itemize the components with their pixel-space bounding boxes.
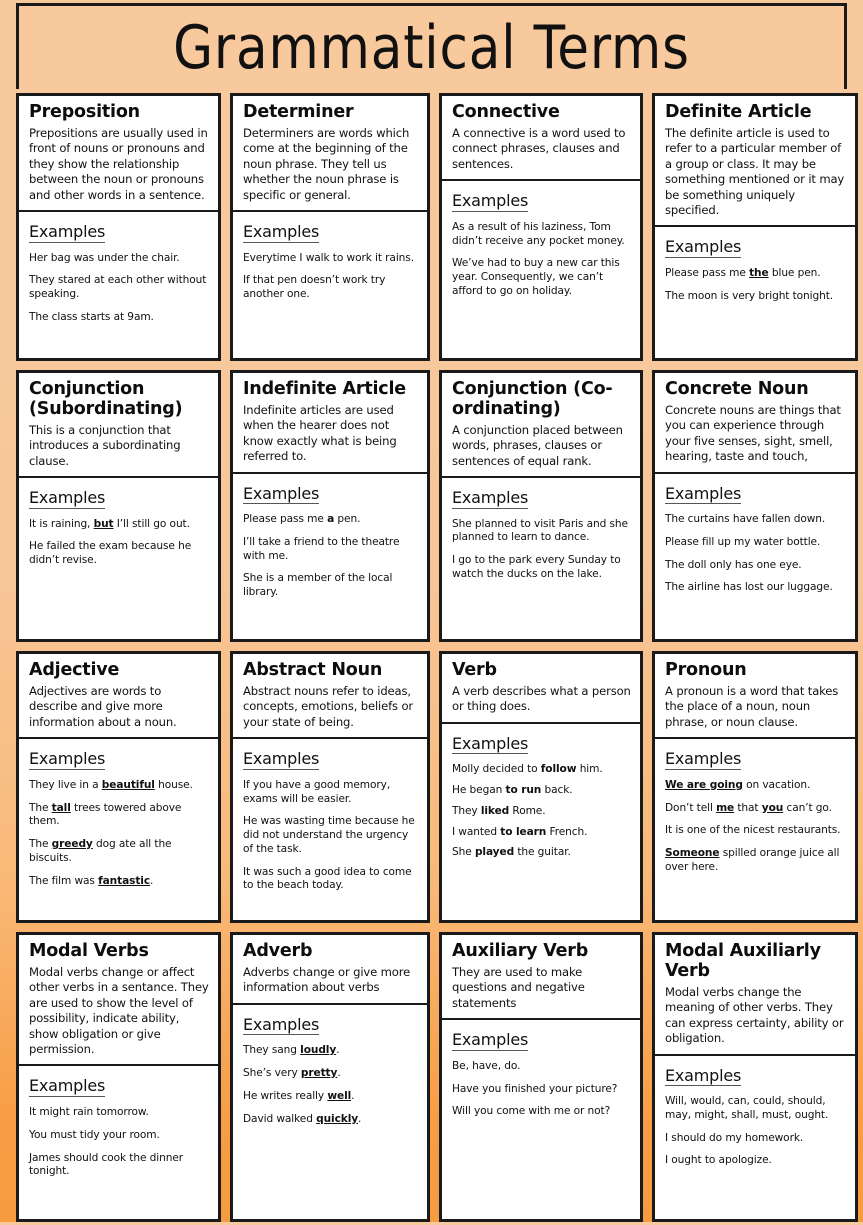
examples-heading: Examples [452,488,529,508]
highlighted-word: follow [540,763,577,776]
example-text: Molly decided to [452,763,541,776]
term-card-header [442,96,640,181]
example-text: . [150,874,154,887]
example-sentence [665,1154,846,1168]
example-text: . [358,1112,362,1125]
term-examples-section [19,739,218,920]
term-card-adjective [16,651,221,923]
example-sentence [665,824,846,838]
example-sentence [452,784,631,798]
example-sentence [665,290,846,304]
example-sentence [452,257,631,298]
example-text: They [452,804,481,817]
example-text: that [734,801,762,814]
highlighted-word: a [327,513,335,526]
term-description: The definite article is used to refer to a particular member of a group or class. It may be something mentioned or it may be something uniquely specified. [665,125,845,217]
highlighted-word: to run [505,784,542,797]
example-text: We’ve had to buy a new car this year. Consequently, we can’t afford to go on holiday. [452,257,620,297]
example-text: I wanted [452,825,501,838]
example-text: back. [541,784,573,797]
term-title: Auxiliary Verb [452,941,589,961]
example-text: It was such a good idea to come to the beach today. [243,865,412,892]
term-description: A connective is a word used to connect phrases, clauses and sentences. [452,125,626,171]
term-examples-section [19,478,218,639]
term-title: Modal Auxiliarly Verb [665,941,821,981]
example-text: They live in a [29,778,102,791]
example-text: He began [452,784,506,797]
examples-heading: Examples [29,749,106,769]
example-text: The moon is very bright tonight. [665,289,834,302]
highlighted-word: to learn [500,825,547,838]
highlighted-word: Someone [665,847,720,860]
example-text: You must tidy your room. [29,1128,160,1141]
example-sentence [29,875,209,889]
term-card-connective [439,93,643,361]
example-sentence [29,518,209,532]
highlighted-word: fantastic [98,874,151,887]
term-title: Indefinite Article [243,379,406,399]
example-text: pen. [334,513,361,526]
example-text: I’ll take a friend to the theatre with me. [243,535,400,562]
example-text: on vacation. [742,778,811,791]
example-sentence [452,221,631,249]
term-examples-section [442,1020,640,1219]
term-title: Abstract Noun [243,660,383,680]
example-text: Her bag was under the chair. [29,251,180,264]
term-title: Adjective [29,660,120,680]
highlighted-word: tall [51,801,71,814]
highlighted-word: greedy [51,838,93,851]
example-sentence [243,252,418,266]
example-text: Will you come with me or not? [452,1105,611,1118]
example-text: The airline has lost our luggage. [665,581,833,594]
term-card-modal-verbs [16,932,221,1222]
term-description: They are used to make questions and negative statements [452,964,585,1010]
example-text: trees towered above them. [29,801,182,828]
example-text: She is a member of the local library. [243,572,393,599]
term-description: Adjectives are words to describe and give more information about a noun. [29,683,177,729]
example-text: Don’t tell [665,801,717,814]
example-text: As a result of his laziness, Tom didn’t receive any pocket money. [452,220,625,247]
term-description: A verb describes what a person or thing does. [452,683,631,714]
example-text: David walked [243,1112,317,1125]
example-sentence [452,826,631,840]
examples-heading: Examples [29,221,106,241]
term-examples-section [442,478,640,639]
examples-heading: Examples [452,733,529,753]
term-card-header [19,654,218,739]
example-text: I go to the park every Sunday to watch the ducks on the lake. [452,554,621,580]
term-description: A pronoun is a word that takes the place of a noun, noun phrase, or noun clause. [665,683,839,729]
term-title: Connective [452,102,560,122]
term-title: Determiner [243,102,354,122]
example-text: They stared at each other without speaking. [29,274,207,301]
example-text: Have you finished your picture? [452,1082,618,1095]
example-sentence [243,815,418,856]
example-sentence [452,1105,631,1119]
example-text: The [29,838,52,851]
grammatical-terms-poster [0,3,863,1225]
highlighted-word: you [761,801,784,814]
example-text: the guitar. [514,846,571,859]
term-card-header [655,654,855,739]
term-card-conjunction-co-ordinating [439,370,643,642]
term-card-pronoun [652,651,858,923]
term-examples-section [233,739,427,920]
term-title: Verb [452,660,497,680]
example-sentence [243,1113,418,1127]
term-card-adverb [230,932,430,1222]
highlighted-word: liked [480,804,510,817]
highlighted-word: loudly [300,1044,337,1057]
example-text: spilled orange juice all over here. [665,847,840,873]
example-text: . [351,1089,355,1102]
example-sentence [29,540,209,568]
example-text: The curtains have fallen down. [665,513,826,526]
example-text: Please pass me [665,266,750,279]
term-examples-section [442,724,640,920]
examples-heading: Examples [243,221,320,241]
example-text: The [29,801,52,814]
example-text: Rome. [509,804,546,817]
term-description: Indefinite articles are used when the hearer does not know exactly what is being referred to. [243,402,397,464]
term-card-header [442,935,640,1020]
example-text: James should cook the dinner tonight. [29,1151,184,1178]
term-card-modal-auxiliarly-verb [652,932,858,1222]
term-card-conjunction-subordinating [16,370,221,642]
example-text: He writes really [243,1089,328,1102]
example-text: I’ll still go out. [113,517,190,530]
example-sentence [452,1083,631,1097]
example-text: Please fill up my water bottle. [665,535,821,548]
term-description: Determiners are words which come at the beginning of the noun phrase. They tell us whether the noun phrase is specific or general. [243,125,410,202]
example-sentence [243,274,418,302]
example-text: He failed the exam because he didn’t revise. [29,540,192,567]
highlighted-word: me [716,801,735,814]
term-examples-section [233,212,427,358]
term-examples-section [233,474,427,639]
term-card-concrete-noun [652,370,858,642]
example-text: The class starts at 9am. [29,310,154,323]
term-card-definite-article [652,93,858,361]
example-sentence [29,1129,209,1143]
term-description: Modal verbs change the meaning of other verbs. They can express certainty, ability or obligation. [665,984,844,1046]
term-title: Adverb [243,941,313,961]
term-card-header [442,373,640,478]
example-sentence [452,763,631,777]
poster-title-bar [16,3,847,89]
example-text: The doll only has one eye. [665,558,802,571]
term-description: A conjunction placed between words, phrases, clauses or sentences of equal rank. [452,422,623,468]
term-examples-section [655,474,855,639]
term-card-verb [439,651,643,923]
examples-heading: Examples [29,488,106,508]
examples-heading: Examples [665,483,742,503]
example-sentence [29,252,209,266]
example-text: Please pass me [243,513,328,526]
term-title: Definite Article [665,102,812,122]
example-sentence [665,802,846,816]
example-sentence [243,1090,418,1104]
example-sentence [665,513,846,527]
example-text: I ought to apologize. [665,1154,772,1167]
example-sentence [665,1132,846,1146]
term-description: Adverbs change or give more information about verbs [243,964,411,995]
example-text: dog ate all the biscuits. [29,838,172,864]
examples-heading: Examples [452,1030,529,1050]
example-text: Will, would, can, could, should, may, might, shall, must, ought. [665,1095,829,1121]
term-card-grid [16,93,847,1222]
examples-heading: Examples [243,749,320,769]
example-sentence [243,513,418,527]
term-examples-section [655,227,855,358]
highlighted-word: played [474,846,515,859]
term-examples-section [19,212,218,358]
example-text: It is one of the nicest restaurants. [665,824,841,837]
example-sentence [452,805,631,819]
example-sentence [243,536,418,564]
example-sentence [665,536,846,550]
highlighted-word: quickly [316,1112,359,1125]
examples-heading: Examples [29,1076,106,1096]
example-text: . [336,1044,340,1057]
term-card-header [233,96,427,212]
example-text: The film was [29,874,99,887]
examples-heading: Examples [243,483,320,503]
term-card-header [19,373,218,478]
example-sentence [29,838,209,866]
example-sentence [29,311,209,325]
example-sentence [29,1152,209,1180]
term-card-header [19,935,218,1066]
term-examples-section [442,181,640,358]
term-description: Prepositions are usually used in front of nouns or pronouns and they show the relationship between the noun or pronouns and other words in a sentence. [29,125,208,202]
term-description: Concrete nouns are things that you can experience through your five senses, sight, smell, hearing, taste and touch, [665,402,841,464]
example-text: He was wasting time because he did not understand the urgency of the task. [243,815,415,855]
example-sentence [243,1044,418,1058]
term-examples-section [233,1005,427,1219]
example-text: She [452,846,475,859]
term-examples-section [655,1056,855,1220]
term-description: This is a conjunction that introduces a subordinating clause. [29,422,181,468]
example-sentence [665,779,846,793]
examples-heading: Examples [243,1014,320,1034]
example-text: It is raining, [29,517,94,530]
example-sentence [665,1095,846,1123]
highlighted-word: pretty [300,1067,338,1080]
example-text: French. [546,825,588,838]
example-sentence [452,518,631,546]
example-sentence [243,866,418,894]
example-sentence [29,802,209,830]
example-sentence [29,1106,209,1120]
term-title: Concrete Noun [665,379,809,399]
example-text: house. [154,778,193,791]
term-card-header [19,96,218,212]
example-sentence [452,554,631,582]
example-sentence [243,779,418,807]
example-text: If you have a good memory, exams will be easier. [243,778,391,805]
term-description: Modal verbs change or affect other verbs in a sentance. They are used to show the level of possibility, indicate ability, show obligation or give permission. [29,964,209,1056]
example-text: They sang [243,1044,301,1057]
term-card-abstract-noun [230,651,430,923]
example-text: can’t go. [783,801,832,814]
example-sentence [665,847,846,875]
term-card-header [442,654,640,724]
example-text: If that pen doesn’t work try another one. [243,274,386,301]
term-card-header [233,935,427,1005]
highlighted-word: We are going [665,778,743,791]
highlighted-word: the [749,266,769,279]
term-card-indefinite-article [230,370,430,642]
example-sentence [243,572,418,600]
term-examples-section [655,739,855,920]
example-sentence [665,581,846,595]
example-text: Be, have, do. [452,1059,521,1072]
term-card-header [655,935,855,1056]
examples-heading: Examples [665,1065,742,1085]
term-card-header [233,654,427,739]
example-text: She planned to visit Paris and she planned to learn to dance. [452,517,628,544]
example-text: Everytime I walk to work it rains. [243,251,414,264]
example-sentence [29,274,209,302]
example-sentence [665,267,846,281]
example-sentence [452,846,631,860]
example-text: . [337,1067,341,1080]
term-title: Conjunction (Co-ordinating) [452,379,613,419]
term-title: Conjunction (Subordinating) [29,379,183,419]
highlighted-word: beautiful [101,778,155,791]
examples-heading: Examples [452,191,529,211]
term-card-header [655,96,855,227]
term-card-header [233,373,427,474]
term-card-determiner [230,93,430,361]
page-title: Grammatical Terms [173,12,690,83]
highlighted-word: but [93,517,114,530]
term-examples-section [19,1066,218,1219]
example-text: I should do my homework. [665,1131,804,1144]
examples-heading: Examples [665,237,742,257]
term-title: Pronoun [665,660,747,680]
example-text: him. [576,763,603,776]
example-sentence [243,1067,418,1081]
term-card-auxiliary-verb [439,932,643,1222]
term-card-preposition [16,93,221,361]
term-card-header [655,373,855,474]
highlighted-word: well [327,1089,352,1102]
example-text: blue pen. [768,266,821,279]
example-sentence [452,1060,631,1074]
term-title: Modal Verbs [29,941,149,961]
example-sentence [29,779,209,793]
example-text: It might rain tomorrow. [29,1105,149,1118]
term-description: Abstract nouns refer to ideas, concepts, emotions, beliefs or your state of being. [243,683,414,729]
example-text: She’s very [243,1067,301,1080]
example-sentence [665,559,846,573]
term-title: Preposition [29,102,140,122]
examples-heading: Examples [665,749,742,769]
